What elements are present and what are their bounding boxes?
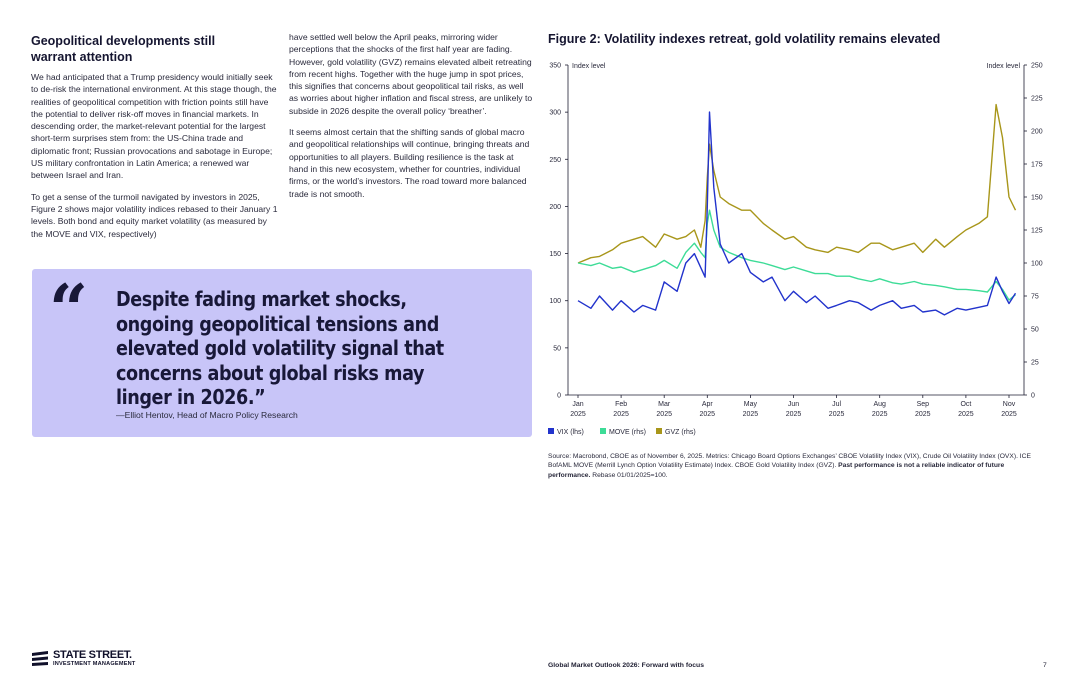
figure-source [548, 452, 1048, 480]
x-tick-year: 2025 [915, 411, 931, 418]
quote-attribution: —Elliot Hentov, Head of Macro Policy Research [116, 410, 298, 420]
x-tick-year: 2025 [785, 411, 802, 418]
section-heading: Geopolitical developments still warrant attention [31, 34, 216, 64]
x-tick-year: 2025 [871, 411, 888, 418]
x-tick-year: 2025 [656, 411, 672, 418]
right-tick-label: 150 [1031, 194, 1043, 202]
left-tick-label: 100 [549, 298, 561, 306]
x-tick-year: 2025 [613, 411, 629, 418]
legend-swatch [656, 428, 662, 434]
right-tick-label: 125 [1031, 227, 1043, 235]
x-tick-month: Jan [572, 401, 584, 408]
right-tick-label: 0 [1031, 392, 1035, 400]
left-tick-label: 350 [549, 62, 561, 70]
series-line-vix [578, 112, 1016, 315]
x-tick-month: Jul [832, 401, 842, 408]
series-line-move [578, 210, 1016, 300]
x-tick-year: 2025 [742, 411, 759, 418]
x-tick-month: Feb [615, 401, 628, 408]
x-tick-month: Aug [873, 401, 886, 408]
paragraph: have settled well below the April peaks, mirroring wider perceptions that the shocks of the first half year are fading. However, gold volatility (GVZ) remains elevated albeit retreating from recent highs. Together with the huge jump in spot prices, this signifies that concerns about geopolitical tail risks, as well as worries about higher inflation and fiscal stress, are unlikely to subside in 2026 despite the overall policy ‘breather’. [289, 32, 533, 116]
legend-label: GVZ (rhs) [665, 429, 696, 436]
x-tick-month: Sep [916, 401, 930, 408]
source-rebase-note: Rebase 01/01/2025=100. [592, 471, 668, 479]
left-axis-label: Index level [572, 63, 606, 70]
x-tick-year: 2025 [958, 411, 974, 418]
paragraph: We had anticipated that a Trump presidency would initially seek to de-risk the international environment. At this stage though, the realities of geopolitical competition with friction points still have the potential to deliver risk-off moves in financial markets. In descending order, the market-relevant potential for the largest short-term surprises stem from: the US-China trade and diplomatic front; Russian provocations and sabotage in Europe; US military confrontation in Latin America; a renewed war between Israel and Iran. [31, 72, 277, 181]
x-tick-month: Apr [701, 401, 713, 408]
x-tick-month: Mar [658, 401, 671, 408]
legend-swatch [548, 428, 554, 434]
legend-swatch [600, 428, 606, 434]
state-street-logo-icon [31, 649, 49, 667]
legend-label: VIX (lhs) [557, 429, 584, 436]
logo-subtitle: INVESTMENT MANAGEMENT [53, 661, 136, 667]
right-tick-label: 225 [1031, 95, 1043, 103]
footer-document-title: Global Market Outlook 2026: Forward with focus [548, 662, 704, 669]
x-tick-month: Jun [787, 401, 800, 408]
x-tick-year: 2025 [570, 411, 586, 418]
left-tick-label: 300 [549, 109, 561, 117]
right-tick-label: 175 [1031, 161, 1043, 169]
right-tick-label: 75 [1031, 293, 1039, 301]
x-tick-month: Nov [1002, 401, 1016, 408]
text-column-middle [289, 31, 534, 200]
right-tick-label: 25 [1031, 359, 1039, 367]
volatility-chart [540, 56, 1060, 446]
x-tick-month: May [743, 401, 758, 408]
right-tick-label: 250 [1031, 62, 1043, 70]
source-disclaimer: Past performance is not a reliable indicator of future performance. [548, 462, 1005, 479]
paragraph: It seems almost certain that the shifting sands of global macro and geopolitical relationships will continue, bringing threats and opportunities to all players. Building resilience is the task at hand in this new ecosystem, whether for countries, individual firms, or the world’s investors. The road toward more balanced trade is not smooth. [289, 127, 530, 199]
right-tick-label: 200 [1031, 128, 1043, 136]
source-text: Source: Macrobond, CBOE as of November 6, 2025. Metrics: Chicago Board Options Exchanges’ CBOE Volatility Index (VIX), Crude Oil Volatility Index (OVX). ICE BofAML MOVE (Merrill Lynch Option Volatility Estimate) Index. CBOE Gold Volatility Index (GVZ). [548, 453, 1031, 470]
x-tick-year: 2025 [828, 411, 845, 418]
logo-wordmark: STATE STREET. [53, 649, 132, 661]
right-axis-label: Index level [986, 63, 1020, 70]
left-tick-label: 0 [557, 392, 561, 400]
right-tick-label: 50 [1031, 326, 1039, 334]
series-line-gvz [578, 105, 1016, 263]
legend-label: MOVE (rhs) [609, 429, 646, 436]
page-number: 7 [1043, 662, 1047, 669]
x-tick-month: Oct [960, 401, 972, 408]
paragraph: To get a sense of the turmoil navigated by investors in 2025, Figure 2 shows major volatility indices rebased to their January 1 levels. Both bond and equity market volatility (as measured by the MOVE and VIX, respectively) [31, 191, 278, 239]
left-tick-label: 150 [549, 251, 561, 259]
left-tick-label: 250 [549, 156, 561, 164]
pull-quote-text: Despite fading market shocks, ongoing geopolitical tensions and elevated gold volatility signal that concerns about global risks may linger in 2026.” [116, 287, 444, 409]
left-tick-label: 50 [553, 345, 561, 353]
left-tick-label: 200 [549, 203, 561, 211]
right-tick-label: 100 [1031, 260, 1043, 268]
text-column-left [31, 71, 279, 240]
x-tick-year: 2025 [699, 411, 716, 418]
quote-mark-icon: “ [49, 270, 84, 350]
figure-title: Figure 2: Volatility indexes retreat, gold volatility remains elevated [548, 32, 941, 46]
x-tick-year: 2025 [1001, 411, 1017, 418]
